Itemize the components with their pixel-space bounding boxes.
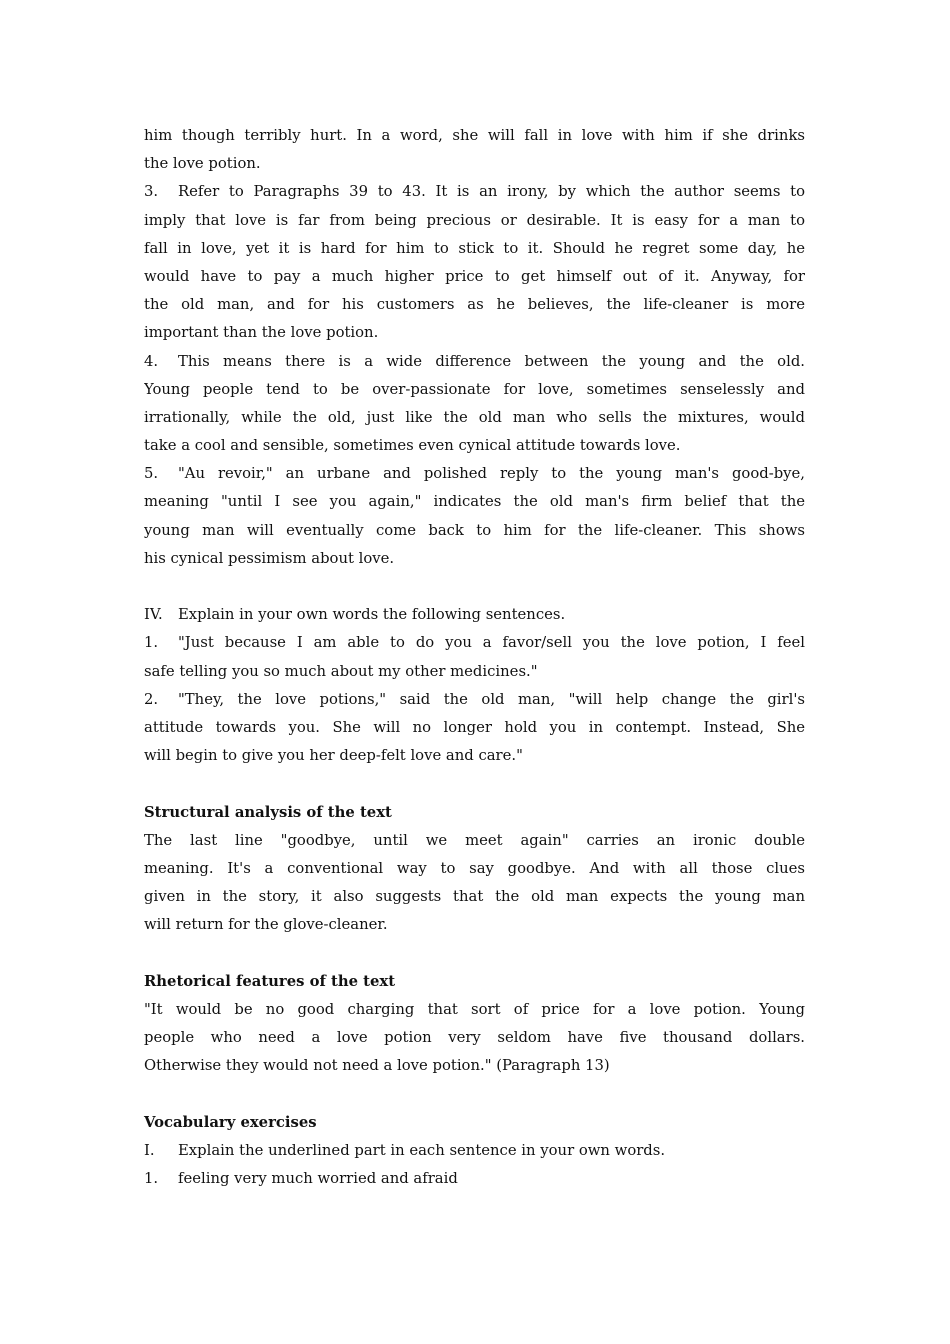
item-number: IV. (144, 606, 163, 624)
section-heading (144, 799, 805, 827)
text-line (144, 348, 805, 376)
text-line (144, 996, 805, 1024)
text-line (144, 122, 805, 150)
line-text: Structural analysis of the text (144, 803, 392, 821)
line-text: meaning. It's a conventional way to say goodbye. And with all those clues (144, 859, 805, 877)
line-text: The last line "goodbye, until we meet again" carries an ironic double (144, 831, 805, 849)
line-text: irrationally, while the old, just like the old man who sells the mixtures, would (144, 408, 805, 426)
line-text: Rhetorical features of the text (144, 972, 396, 990)
text-line (144, 601, 805, 629)
line-text: "It would be no good charging that sort of price for a love potion. Young (144, 1000, 805, 1018)
line-text: would have to pay a much higher price to get himself out of it. Anyway, for (144, 267, 805, 285)
line-text: him though terribly hurt. In a word, she will fall in love with him if she drinks (144, 127, 805, 144)
text-line (144, 545, 805, 573)
line-text: take a cool and sensible, sometimes even cynical attitude towards love. (144, 437, 681, 455)
line-text: given in the story, it also suggests that the old man expects the young man (144, 888, 805, 906)
document-page (144, 122, 805, 1193)
item-number: I. (144, 1141, 155, 1159)
text-line (144, 827, 805, 855)
section-heading (144, 968, 805, 996)
text-line (144, 1137, 805, 1165)
blank-line (144, 770, 805, 798)
line-text: important than the love potion. (144, 324, 379, 342)
line-text: will begin to give you her deep-felt love and care." (144, 747, 523, 765)
text-line (144, 658, 805, 686)
text-line (144, 517, 805, 545)
line-text: people who need a love potion very seldom have five thousand dollars. (144, 1029, 805, 1046)
text-line (144, 742, 805, 770)
item-number: 3. (144, 183, 159, 201)
text-line (144, 629, 805, 657)
line-text: young man will eventually come back to him for the life-cleaner. This shows (144, 521, 805, 539)
text-line (144, 263, 805, 291)
line-text: "Au revoir," an urbane and polished reply to the young man's good-bye, (178, 465, 805, 483)
line-text: This means there is a wide difference between the young and the old. (178, 352, 805, 370)
text-line (144, 460, 805, 488)
line-text: imply that love is far from being precious or desirable. It is easy for a man to (144, 211, 805, 229)
line-text: "Just because I am able to do you a favor/sell you the love potion, I feel (178, 634, 805, 652)
line-text: attitude towards you. She will no longer hold you in contempt. Instead, She (144, 718, 805, 736)
line-text: safe telling you so much about my other medicines." (144, 662, 538, 680)
item-number: 1. (144, 1169, 159, 1187)
text-line (144, 686, 805, 714)
text-line (144, 235, 805, 263)
blank-line (144, 939, 805, 967)
text-line (144, 376, 805, 404)
text-line (144, 319, 805, 347)
text-line (144, 1024, 805, 1052)
text-line (144, 178, 805, 206)
item-number: 1. (144, 634, 159, 652)
line-text: "They, the love potions," said the old man, "will help change the girl's (178, 690, 805, 708)
line-text: meaning "until I see you again," indicates the old man's firm belief that the (144, 493, 805, 511)
text-line (144, 1052, 805, 1080)
text-line (144, 404, 805, 432)
line-text: the love potion. (144, 155, 261, 173)
item-number: 2. (144, 690, 159, 708)
text-line (144, 291, 805, 319)
line-text: Vocabulary exercises (144, 1113, 317, 1131)
item-number: 5. (144, 465, 159, 483)
line-text: feeling very much worried and afraid (178, 1169, 458, 1187)
text-line (144, 883, 805, 911)
text-line (144, 488, 805, 516)
line-text: the old man, and for his customers as he believes, the life-cleaner is more (144, 296, 805, 314)
text-line (144, 911, 805, 939)
text-line (144, 207, 805, 235)
text-line (144, 432, 805, 460)
line-text: Otherwise they would not need a love potion." (Paragraph 13) (144, 1057, 610, 1075)
line-text: fall in love, yet it is hard for him to stick to it. Should he regret some day, he (144, 239, 805, 257)
line-text: will return for the glove-cleaner. (144, 916, 388, 934)
section-heading (144, 1109, 805, 1137)
line-text: his cynical pessimism about love. (144, 549, 395, 567)
item-number: 4. (144, 352, 159, 370)
line-text: Explain the underlined part in each sentence in your own words. (178, 1141, 666, 1159)
line-text: Explain in your own words the following sentences. (178, 606, 566, 624)
line-text: Refer to Paragraphs 39 to 43. It is an irony, by which the author seems to (178, 183, 805, 201)
text-line (144, 714, 805, 742)
blank-line (144, 1080, 805, 1108)
blank-line (144, 573, 805, 601)
text-line (144, 150, 805, 178)
text-line (144, 855, 805, 883)
text-line (144, 1165, 805, 1193)
line-text: Young people tend to be over-passionate for love, sometimes senselessly and (144, 380, 805, 398)
